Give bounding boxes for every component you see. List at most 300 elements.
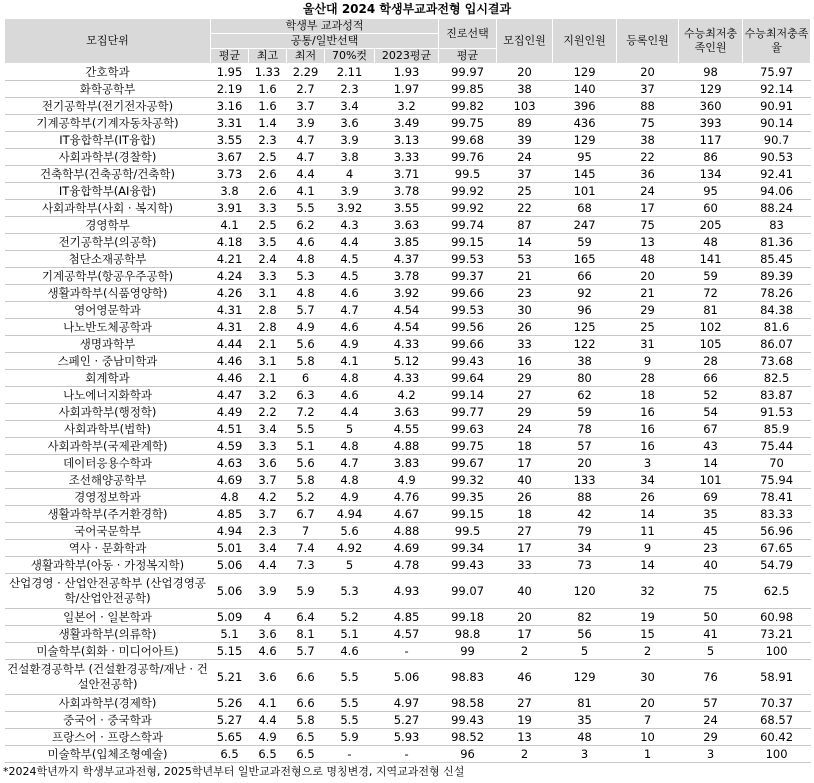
cell-quota: 25 — [497, 183, 553, 200]
cell-csat-rate: 82.5 — [743, 370, 811, 387]
table-row — [5, 438, 811, 455]
cell-cut70: 4 — [325, 166, 375, 183]
header-registered: 등록인원 — [617, 19, 679, 64]
cell-csat-rate: 89.39 — [743, 268, 811, 285]
cell-career-avg: 99.67 — [439, 455, 497, 472]
cell-avg: 5.65 — [211, 729, 249, 746]
cell-csat-count: 45 — [679, 523, 743, 540]
cell-unit: 중국어 · 중국학과 — [5, 712, 211, 729]
cell-prev-avg: 4.76 — [375, 489, 439, 506]
table-row — [5, 200, 811, 217]
cell-quota: 29 — [497, 404, 553, 421]
cell-csat-rate: 83.87 — [743, 387, 811, 404]
header-csat-rate: 수능최저충족율 — [743, 19, 811, 64]
cell-max: 4.1 — [249, 695, 287, 712]
cell-csat-count: 205 — [679, 217, 743, 234]
cell-csat-count: 48 — [679, 234, 743, 251]
cell-quota: 29 — [497, 370, 553, 387]
cell-quota: 26 — [497, 489, 553, 506]
cell-quota: 14 — [497, 234, 553, 251]
cell-career-avg: 99.15 — [439, 506, 497, 523]
cell-registered: 19 — [617, 609, 679, 626]
cell-max: 3.3 — [249, 200, 287, 217]
cell-csat-rate: 58.91 — [743, 660, 811, 695]
cell-csat-rate: 85.9 — [743, 421, 811, 438]
cell-applicants: 133 — [553, 472, 617, 489]
cell-applicants: 42 — [553, 506, 617, 523]
cell-prev-avg: 4.54 — [375, 302, 439, 319]
cell-unit: 건설환경공학부 (건설환경공학/재난 · 건설안전공학) — [5, 660, 211, 695]
cell-max: 2.1 — [249, 370, 287, 387]
cell-csat-count: 43 — [679, 438, 743, 455]
cell-quota: 27 — [497, 387, 553, 404]
cell-quota: 46 — [497, 660, 553, 695]
cell-applicants: 78 — [553, 421, 617, 438]
cell-prev-avg: 3.71 — [375, 166, 439, 183]
footnote: *2024학년까지 학생부교과전형, 2025학년부터 일반교과전형으로 명칭변경, 지역교과전형 신설 — [3, 765, 465, 778]
cell-max: 4.4 — [249, 712, 287, 729]
cell-unit: 사회과학부(경제학) — [5, 695, 211, 712]
cell-csat-rate: 88.24 — [743, 200, 811, 217]
cell-applicants: 96 — [553, 302, 617, 319]
cell-prev-avg: 1.97 — [375, 81, 439, 98]
cell-applicants: 59 — [553, 234, 617, 251]
cell-registered: 21 — [617, 285, 679, 302]
cell-unit: 사회과학부(국제관계학) — [5, 438, 211, 455]
cell-csat-count: 141 — [679, 251, 743, 268]
cell-registered: 16 — [617, 421, 679, 438]
cell-csat-rate: 73.21 — [743, 626, 811, 643]
cell-prev-avg: 5.27 — [375, 712, 439, 729]
cell-csat-rate: 75.94 — [743, 472, 811, 489]
cell-max: 4.4 — [249, 557, 287, 574]
cell-csat-rate: 54.79 — [743, 557, 811, 574]
cell-registered: 34 — [617, 472, 679, 489]
table-row — [5, 268, 811, 285]
cell-max: 3.9 — [249, 574, 287, 609]
cell-cut70: 4.9 — [325, 489, 375, 506]
table-row — [5, 729, 811, 746]
cell-csat-count: 76 — [679, 660, 743, 695]
cell-prev-avg: - — [375, 643, 439, 660]
cell-avg: 4.24 — [211, 268, 249, 285]
cell-quota: 33 — [497, 336, 553, 353]
cell-avg: 3.67 — [211, 149, 249, 166]
cell-cut70: 4.5 — [325, 251, 375, 268]
cell-csat-rate: 75.97 — [743, 64, 811, 81]
cell-min: 4.6 — [287, 234, 325, 251]
cell-csat-count: 102 — [679, 319, 743, 336]
cell-max: 2.6 — [249, 183, 287, 200]
cell-career-avg: 99.5 — [439, 166, 497, 183]
cell-csat-count: 5 — [679, 643, 743, 660]
cell-career-avg: 99.76 — [439, 149, 497, 166]
cell-min: 5.5 — [287, 200, 325, 217]
cell-cut70: 4.6 — [325, 387, 375, 404]
cell-cut70: 3.8 — [325, 149, 375, 166]
cell-quota: 2 — [497, 746, 553, 763]
cell-quota: 87 — [497, 217, 553, 234]
cell-prev-avg: 3.55 — [375, 200, 439, 217]
cell-registered: 88 — [617, 98, 679, 115]
cell-cut70: 5.2 — [325, 609, 375, 626]
cell-cut70: 4.8 — [325, 370, 375, 387]
cell-prev-avg: 1.93 — [375, 64, 439, 81]
cell-applicants: 79 — [553, 523, 617, 540]
cell-max: 2.5 — [249, 217, 287, 234]
cell-career-avg: 96 — [439, 746, 497, 763]
cell-cut70: 5 — [325, 557, 375, 574]
cell-career-avg: 99.64 — [439, 370, 497, 387]
cell-registered: 9 — [617, 353, 679, 370]
cell-prev-avg: 3.92 — [375, 285, 439, 302]
table-row — [5, 523, 811, 540]
cell-csat-count: 98 — [679, 64, 743, 81]
cell-cut70: 4.4 — [325, 234, 375, 251]
cell-cut70: 4.6 — [325, 285, 375, 302]
cell-csat-count: 14 — [679, 455, 743, 472]
cell-max: 3.6 — [249, 660, 287, 695]
cell-min: 5.6 — [287, 336, 325, 353]
cell-min: 4.8 — [287, 285, 325, 302]
cell-quota: 24 — [497, 421, 553, 438]
cell-registered: 17 — [617, 200, 679, 217]
cell-quota: 20 — [497, 609, 553, 626]
cell-unit: 일본어 · 일본학과 — [5, 609, 211, 626]
cell-max: 3.6 — [249, 455, 287, 472]
cell-min: 3.9 — [287, 115, 325, 132]
cell-cut70: 4.7 — [325, 302, 375, 319]
table-row — [5, 489, 811, 506]
cell-cut70: 4.7 — [325, 455, 375, 472]
cell-csat-rate: 94.06 — [743, 183, 811, 200]
table-row — [5, 353, 811, 370]
cell-avg: 4.21 — [211, 251, 249, 268]
cell-quota: 17 — [497, 540, 553, 557]
table-row — [5, 472, 811, 489]
cell-avg: 5.26 — [211, 695, 249, 712]
cell-min: 6.4 — [287, 609, 325, 626]
cell-registered: 26 — [617, 489, 679, 506]
cell-career-avg: 99.66 — [439, 285, 497, 302]
cell-max: 1.33 — [249, 64, 287, 81]
cell-prev-avg: 3.2 — [375, 98, 439, 115]
cell-avg: 5.27 — [211, 712, 249, 729]
cell-prev-avg: 3.63 — [375, 404, 439, 421]
table-row — [5, 421, 811, 438]
cell-csat-count: 134 — [679, 166, 743, 183]
cell-csat-rate: 62.5 — [743, 574, 811, 609]
cell-avg: 3.91 — [211, 200, 249, 217]
cell-quota: 21 — [497, 268, 553, 285]
header-max: 최고 — [249, 49, 287, 64]
cell-career-avg: 99.32 — [439, 472, 497, 489]
cell-registered: 14 — [617, 506, 679, 523]
cell-avg: 5.09 — [211, 609, 249, 626]
cell-registered: 37 — [617, 81, 679, 98]
table-row — [5, 557, 811, 574]
cell-registered: 3 — [617, 455, 679, 472]
cell-avg: 5.15 — [211, 643, 249, 660]
cell-csat-rate: 56.96 — [743, 523, 811, 540]
table-row — [5, 609, 811, 626]
cell-cut70: 5.1 — [325, 626, 375, 643]
cell-min: 4.4 — [287, 166, 325, 183]
cell-min: 5.7 — [287, 302, 325, 319]
cell-csat-count: 105 — [679, 336, 743, 353]
cell-avg: 2.19 — [211, 81, 249, 98]
cell-max: 4.2 — [249, 489, 287, 506]
cell-max: 1.6 — [249, 81, 287, 98]
table-row — [5, 64, 811, 81]
cell-cut70: 4.6 — [325, 643, 375, 660]
cell-applicants: 59 — [553, 404, 617, 421]
table-row — [5, 746, 811, 763]
cell-cut70: - — [325, 746, 375, 763]
table-row — [5, 574, 811, 609]
cell-unit: 산업경영 · 산업안전공학부 (산업경영공학/산업안전공학) — [5, 574, 211, 609]
cell-applicants: 129 — [553, 132, 617, 149]
cell-registered: 32 — [617, 574, 679, 609]
cell-quota: 23 — [497, 285, 553, 302]
cell-career-avg: 99.74 — [439, 217, 497, 234]
cell-min: 6.2 — [287, 217, 325, 234]
cell-csat-count: 86 — [679, 149, 743, 166]
cell-avg: 4.63 — [211, 455, 249, 472]
cell-csat-rate: 75.44 — [743, 438, 811, 455]
table-row — [5, 81, 811, 98]
cell-min: 6.5 — [287, 729, 325, 746]
cell-csat-count: 67 — [679, 421, 743, 438]
cell-min: 4.7 — [287, 132, 325, 149]
cell-cut70: 3.9 — [325, 132, 375, 149]
cell-csat-count: 95 — [679, 183, 743, 200]
cell-registered: 20 — [617, 695, 679, 712]
cell-csat-rate: 90.14 — [743, 115, 811, 132]
cell-registered: 25 — [617, 319, 679, 336]
cell-csat-count: 35 — [679, 506, 743, 523]
cell-cut70: 2.3 — [325, 81, 375, 98]
cell-cut70: 2.11 — [325, 64, 375, 81]
cell-max: 1.6 — [249, 98, 287, 115]
cell-prev-avg: 3.78 — [375, 268, 439, 285]
cell-quota: 26 — [497, 319, 553, 336]
cell-applicants: 57 — [553, 438, 617, 455]
cell-min: 5.6 — [287, 455, 325, 472]
cell-quota: 22 — [497, 200, 553, 217]
cell-cut70: 3.9 — [325, 183, 375, 200]
cell-avg: 4.31 — [211, 319, 249, 336]
header-min: 최저 — [287, 49, 325, 64]
cell-min: 6.5 — [287, 746, 325, 763]
cell-cut70: 3.4 — [325, 98, 375, 115]
table-row — [5, 643, 811, 660]
cell-prev-avg: 4.97 — [375, 695, 439, 712]
cell-cut70: 3.92 — [325, 200, 375, 217]
cell-career-avg: 99.66 — [439, 336, 497, 353]
table-body — [5, 64, 811, 763]
header-group-main: 학생부 교과성적 — [211, 19, 439, 34]
table-row — [5, 319, 811, 336]
cell-unit: 국어국문학부 — [5, 523, 211, 540]
cell-csat-rate: 90.7 — [743, 132, 811, 149]
cell-prev-avg: 3.78 — [375, 183, 439, 200]
cell-applicants: 436 — [553, 115, 617, 132]
cell-career-avg: 98.58 — [439, 695, 497, 712]
cell-avg: 4.94 — [211, 523, 249, 540]
cell-registered: 2 — [617, 643, 679, 660]
cell-unit: 생활과학부(주거환경학) — [5, 506, 211, 523]
cell-csat-count: 66 — [679, 370, 743, 387]
cell-csat-count: 50 — [679, 609, 743, 626]
table-row — [5, 660, 811, 695]
cell-registered: 16 — [617, 404, 679, 421]
cell-avg: 4.31 — [211, 302, 249, 319]
cell-csat-rate: 68.57 — [743, 712, 811, 729]
cell-registered: 28 — [617, 370, 679, 387]
cell-quota: 17 — [497, 455, 553, 472]
cell-avg: 5.21 — [211, 660, 249, 695]
cell-csat-rate: 100 — [743, 746, 811, 763]
cell-career-avg: 99.34 — [439, 540, 497, 557]
table-row — [5, 166, 811, 183]
table-row — [5, 183, 811, 200]
cell-registered: 20 — [617, 268, 679, 285]
cell-career-avg: 99.75 — [439, 115, 497, 132]
cell-applicants: 122 — [553, 336, 617, 353]
cell-min: 5.8 — [287, 712, 325, 729]
cell-registered: 14 — [617, 557, 679, 574]
cell-applicants: 129 — [553, 660, 617, 695]
cell-avg: 4.46 — [211, 370, 249, 387]
cell-applicants: 20 — [553, 455, 617, 472]
cell-min: 4.8 — [287, 251, 325, 268]
page-title: 울산대 2024 학생부교과전형 입시결과 — [302, 2, 512, 16]
header-career-line2: 평균 — [439, 49, 497, 64]
cell-applicants: 247 — [553, 217, 617, 234]
cell-avg: 4.44 — [211, 336, 249, 353]
cell-registered: 24 — [617, 183, 679, 200]
cell-cut70: 4.6 — [325, 319, 375, 336]
cell-csat-count: 59 — [679, 268, 743, 285]
cell-quota: 53 — [497, 251, 553, 268]
cell-unit: 영어영문학과 — [5, 302, 211, 319]
cell-min: 5.3 — [287, 268, 325, 285]
cell-registered: 22 — [617, 149, 679, 166]
cell-unit: 생활과학부(아동 · 가정복지학) — [5, 557, 211, 574]
cell-prev-avg: 3.85 — [375, 234, 439, 251]
table-row — [5, 251, 811, 268]
cell-unit: 회계학과 — [5, 370, 211, 387]
cell-csat-rate: 81.36 — [743, 234, 811, 251]
cell-csat-count: 54 — [679, 404, 743, 421]
admission-results-table — [4, 18, 811, 763]
cell-min: 5.9 — [287, 574, 325, 609]
cell-csat-count: 24 — [679, 712, 743, 729]
cell-prev-avg: - — [375, 746, 439, 763]
cell-unit: 전기공학부(의공학) — [5, 234, 211, 251]
header-cut70: 70%컷 — [325, 49, 375, 64]
cell-avg: 5.01 — [211, 540, 249, 557]
cell-cut70: 4.9 — [325, 336, 375, 353]
cell-quota: 103 — [497, 98, 553, 115]
cell-csat-count: 3 — [679, 746, 743, 763]
table-row — [5, 217, 811, 234]
cell-registered: 7 — [617, 712, 679, 729]
cell-prev-avg: 4.37 — [375, 251, 439, 268]
cell-quota: 27 — [497, 695, 553, 712]
cell-quota: 39 — [497, 132, 553, 149]
table-row — [5, 540, 811, 557]
cell-registered: 75 — [617, 115, 679, 132]
cell-applicants: 5 — [553, 643, 617, 660]
cell-unit: 첨단소재공학부 — [5, 251, 211, 268]
cell-min: 6.3 — [287, 387, 325, 404]
cell-registered: 30 — [617, 660, 679, 695]
cell-csat-count: 69 — [679, 489, 743, 506]
header-quota: 모집인원 — [497, 19, 553, 64]
cell-min: 8.1 — [287, 626, 325, 643]
cell-csat-rate: 78.26 — [743, 285, 811, 302]
cell-csat-rate: 81.6 — [743, 319, 811, 336]
cell-min: 4.1 — [287, 183, 325, 200]
cell-registered: 15 — [617, 626, 679, 643]
cell-applicants: 396 — [553, 98, 617, 115]
cell-cut70: 5.5 — [325, 660, 375, 695]
cell-quota: 27 — [497, 523, 553, 540]
cell-prev-avg: 4.9 — [375, 472, 439, 489]
cell-max: 2.2 — [249, 404, 287, 421]
cell-career-avg: 99.92 — [439, 200, 497, 217]
cell-max: 3.4 — [249, 540, 287, 557]
cell-quota: 17 — [497, 626, 553, 643]
cell-max: 4.9 — [249, 729, 287, 746]
cell-avg: 4.18 — [211, 234, 249, 251]
cell-quota: 24 — [497, 149, 553, 166]
cell-prev-avg: 5.12 — [375, 353, 439, 370]
cell-max: 3.7 — [249, 472, 287, 489]
cell-min: 7.2 — [287, 404, 325, 421]
cell-applicants: 3 — [553, 746, 617, 763]
cell-min: 7 — [287, 523, 325, 540]
cell-quota: 20 — [497, 64, 553, 81]
cell-max: 3.3 — [249, 268, 287, 285]
cell-cut70: 4.8 — [325, 438, 375, 455]
cell-csat-rate: 84.38 — [743, 302, 811, 319]
cell-cut70: 5 — [325, 421, 375, 438]
table-row — [5, 626, 811, 643]
cell-cut70: 4.94 — [325, 506, 375, 523]
cell-quota: 16 — [497, 353, 553, 370]
cell-csat-rate: 85.45 — [743, 251, 811, 268]
cell-career-avg: 99.68 — [439, 132, 497, 149]
cell-prev-avg: 4.2 — [375, 387, 439, 404]
cell-unit: 전기공학부(전기전자공학) — [5, 98, 211, 115]
cell-unit: IT융합학부(AI융합) — [5, 183, 211, 200]
cell-avg: 3.73 — [211, 166, 249, 183]
cell-career-avg: 99.92 — [439, 183, 497, 200]
cell-csat-rate: 92.14 — [743, 81, 811, 98]
cell-avg: 4.47 — [211, 387, 249, 404]
cell-career-avg: 99.75 — [439, 438, 497, 455]
cell-applicants: 82 — [553, 609, 617, 626]
cell-unit: 프랑스어 · 프랑스학과 — [5, 729, 211, 746]
cell-min: 2.29 — [287, 64, 325, 81]
cell-avg: 4.8 — [211, 489, 249, 506]
cell-max: 4.6 — [249, 643, 287, 660]
cell-career-avg: 99.53 — [439, 302, 497, 319]
cell-applicants: 34 — [553, 540, 617, 557]
